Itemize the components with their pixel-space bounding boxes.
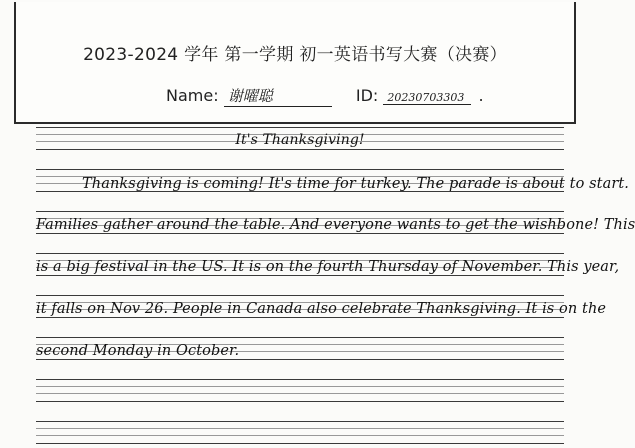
ruled-line	[36, 169, 564, 170]
essay-line: Families gather around the table. And everyone wants to get the wishbone! This	[36, 217, 635, 233]
essay-line: second Monday in October.	[36, 343, 240, 359]
ruled-line	[36, 435, 564, 436]
ruled-line	[36, 233, 564, 234]
ruled-line	[36, 393, 564, 394]
essay-title: It's Thanksgiving!	[235, 132, 365, 148]
ruled-line	[36, 421, 564, 422]
essay-line: is a big festival in the US. It is on the fourth Thursday of November. This year,	[36, 259, 620, 275]
ruled-line	[36, 211, 564, 212]
ruled-line	[36, 275, 564, 276]
ruled-line	[36, 295, 564, 296]
name-field: 谢曜聪	[224, 85, 332, 107]
id-field: 20230703303	[383, 91, 471, 105]
ruled-line	[36, 149, 564, 150]
handwriting-paper	[36, 127, 635, 448]
id-trailing-dot: .	[478, 86, 484, 105]
ruled-line	[36, 359, 564, 360]
essay-line: Thanksgiving is coming! It's time for turkey. The parade is about to start.	[82, 176, 630, 192]
ruled-line	[36, 127, 564, 128]
ruled-line	[36, 386, 564, 387]
essay-line: it falls on Nov 26. People in Canada also celebrate Thanksgiving. It is on the	[36, 301, 607, 317]
id-label: ID:	[355, 86, 379, 105]
ruled-line	[36, 401, 564, 402]
ruled-line	[36, 253, 564, 254]
ruled-line	[36, 428, 564, 429]
contest-title: 2023-2024 学年 第一学期 初一英语书写大赛（决赛）	[83, 45, 507, 65]
ruled-line	[36, 317, 564, 318]
ruled-line	[36, 443, 564, 444]
name-label: Name:	[166, 86, 219, 105]
ruled-line	[36, 337, 564, 338]
header-box	[14, 2, 576, 124]
ruled-line	[36, 379, 564, 380]
name-id-row	[166, 85, 484, 107]
